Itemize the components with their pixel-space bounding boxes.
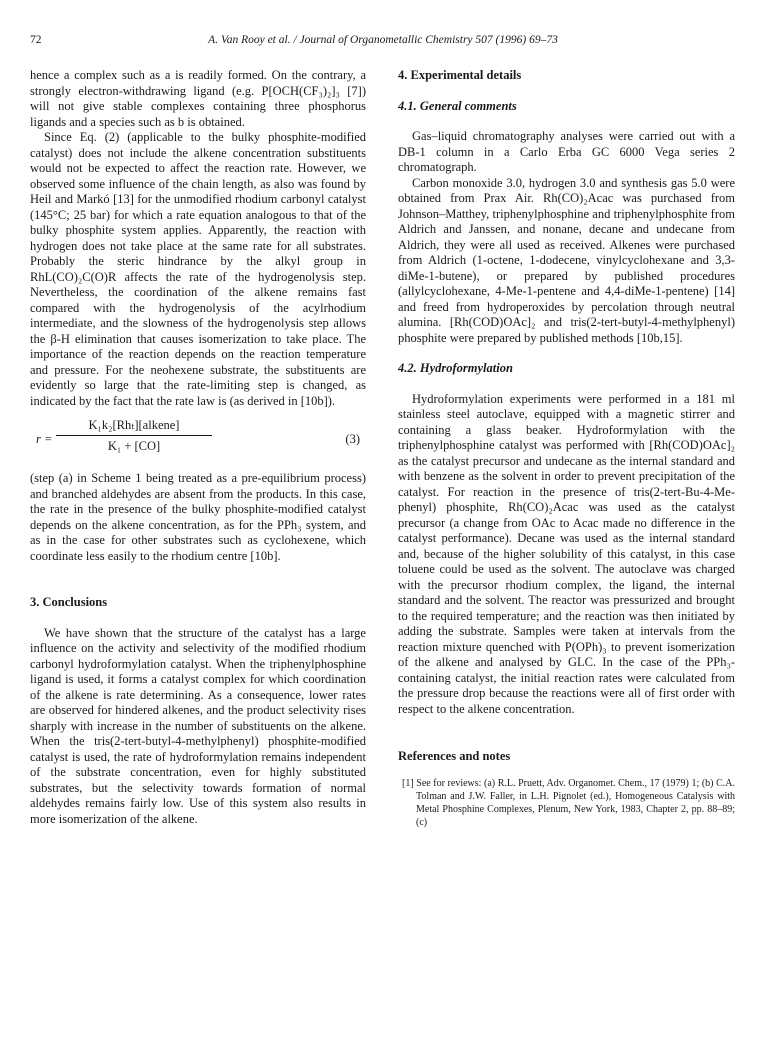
equation-number: (3) [345, 432, 360, 446]
conclusions-heading: 3. Conclusions [30, 595, 108, 609]
paragraph-hydroformylation: Hydroformylation experiments were performed in a 181 ml stainless steel autoclave, equipped with a magnetic stirrer and containing a glass beaker. Hydroformylation with the triphenylphosphine catalyst was performed with [Rh(COD)OAc]₂ as the catalyst precursor and undecane as the internal standard and with benzene as the solvent in order to prevent precipitation of the catalyst. For reaction in the presence of tris(2-tert-Bu-4-Me-phenyl) phosphite, Rh(CO)₂Acac was used as the catalyst precursor (a change from OAc to Acac made no difference in the catalyst performance). Decane was used as the internal standard and, because of the higher solubility of this catalyst, in this case toluene could be used as the solvent. The autoclave was charged with the precursor rhodium complex, the ligand, the internal standard and the solvent. The reactor was pressurized and brought to the required temperature; and the reaction was then initiated by adding the substrate. Samples were taken at intervals from the reaction mixture quenched with P(OPh)₃ to prevent isomerization of the alkene and analysed by GLC. In the case of the PPh₃-containing catalyst, the initial reaction rates were calculated from the pressure drop because the reactions were all of first order with respect to the alkene concentration. [398, 391, 735, 716]
equation-lhs: r = [36, 432, 53, 446]
experimental-heading: 4. Experimental details [398, 68, 522, 82]
page-number: 72 [30, 34, 42, 46]
equation-numerator: K₁k₂[Rhₜ][alkene] [88, 418, 180, 432]
hydroformylation-heading: 4.2. Hydroformylation [398, 361, 513, 375]
conclusions-paragraph: We have shown that the structure of the catalyst has a large influence on the activity and selectivity of the modified rhodium carbonyl hydroformylation catalyst. When the triphenylphosphine ligand is used, it forms a catalyst complex for which coordination of the alkene is rate determining. As a consequence, lower rates are observed for hindered alkenes, and the product selectivity rises sharply with increase in the number of substituents on the alkene. When the tris(2-tert-butyl-4-methylphenyl) phosphite-modified catalyst is used, the rate of hydroformylation remains independent of the substrate concentration, even for highly substituted substrates, but the selectivity towards formation of normal aldehydes remains fairly low. Use of this system also results in more isomerization of the alkene. [30, 625, 366, 826]
paragraph-step-a: (step (a) in Scheme 1 being treated as a pre-equilibrium process) and branched aldehydes are absent from the products. In this case, the rate in the presence of the bulky phosphite-modified catalyst depends on the alkene concentration, as for the PPh₃ system, and as in the case for other substrates such as cyclohexene, which coordinate less easily to the rhodium centre [10b]. [30, 471, 366, 563]
general-comments-heading: 4.1. General comments [398, 98, 517, 113]
page-header [30, 34, 736, 50]
reference-1: [1] See for reviews: (a) R.L. Pruett, Adv. Organomet. Chem., 17 (1979) 1; (b) C.A. Tolman and J.W. Faller, in L.H. Pignolet (ed.), Homogeneous Catalysis with Metal Phosphine Complexes, Plenum, New York, 1983, Chapter 2, pp. 88–89; (c) [402, 777, 735, 828]
left-column [30, 68, 366, 827]
paragraph-rate-discussion: Since Eq. (2) (applicable to the bulky phosphite-modified catalyst) does not include the alkene concentration substituents would not be expected to affect the reaction rate. However, we observed some influence of the chain length, as also was found by Heil and Markó [13] for the unmodified rhodium carbonyl catalyst (145°C; 25 bar) for which a rate equation analogous to that of the bulky phosphite system applies. Apparently, the reaction with hydrogen does not take place at the same rate for all substrates. Probably the steric hindrance by the alkyl group in RhL(CO)₂C(O)R affects the rate of the hydrogenolysis step. Nevertheless, the coordination of the alkene remains fast compared with the hydrogenolysis of the acylrhodium intermediate, and the slowness of the hydrogenolysis step allows the β-H elimination that causes isomerization to take place. The importance of the reaction depends on the reaction temperature and pressure. For the neohexene substrate, the substituents are evidently so large that the rate-limiting step is changed, as indicated by the fact that the rate law is (as derived in [10b]). [30, 130, 366, 408]
equation-3 [30, 417, 366, 465]
paragraph-materials: Carbon monoxide 3.0, hydrogen 3.0 and synthesis gas 5.0 were obtained from Prax Air. Rh(CO)₂Acac was purchased from Johnson–Matthey, triphenylphosphine and triphenylphosphite from Aldrich and Janssen, and nonane, decane and undecane from Aldrich, they were all used as received. Alkenes were purchased from Aldrich (1-octene, 1-dodecene, vinylcyclohexane and 3,3-diMe-1-butene), or prepared by published procedures (allylcyclohexane, 4-Me-1-pentene and 4,4-diMe-1-pentene) [14] and freed from hydroperoxides by percolation through neutral alumina. [Rh(COD)OAc]₂ and tris(2-tert-butyl-4-methylphenyl) phosphite were prepared by published methods [10b,15]. [398, 175, 735, 345]
paragraph-intro: hence a complex such as a is readily formed. On the contrary, a strongly electron-withdrawing ligand (e.g. P[OCH(CF₃)₂]₃ [7]) will not give stable complexes containing three phosphorus ligands and a species such as b is obtained. [30, 68, 366, 129]
references-heading: References and notes [398, 749, 511, 763]
fraction-bar [56, 435, 212, 436]
references-list [398, 777, 735, 829]
running-head: A. Van Rooy et al. / Journal of Organometallic Chemistry 507 (1996) 69–73 [208, 34, 558, 46]
equation-denominator: K₁ + [CO] [107, 439, 161, 453]
equation-fraction [56, 417, 212, 455]
paragraph-gc: Gas–liquid chromatography analyses were carried out with a DB-1 column in a Carlo Erba GC 6000 Vega series 2 chromatograph. [398, 129, 735, 174]
right-column [398, 68, 735, 829]
